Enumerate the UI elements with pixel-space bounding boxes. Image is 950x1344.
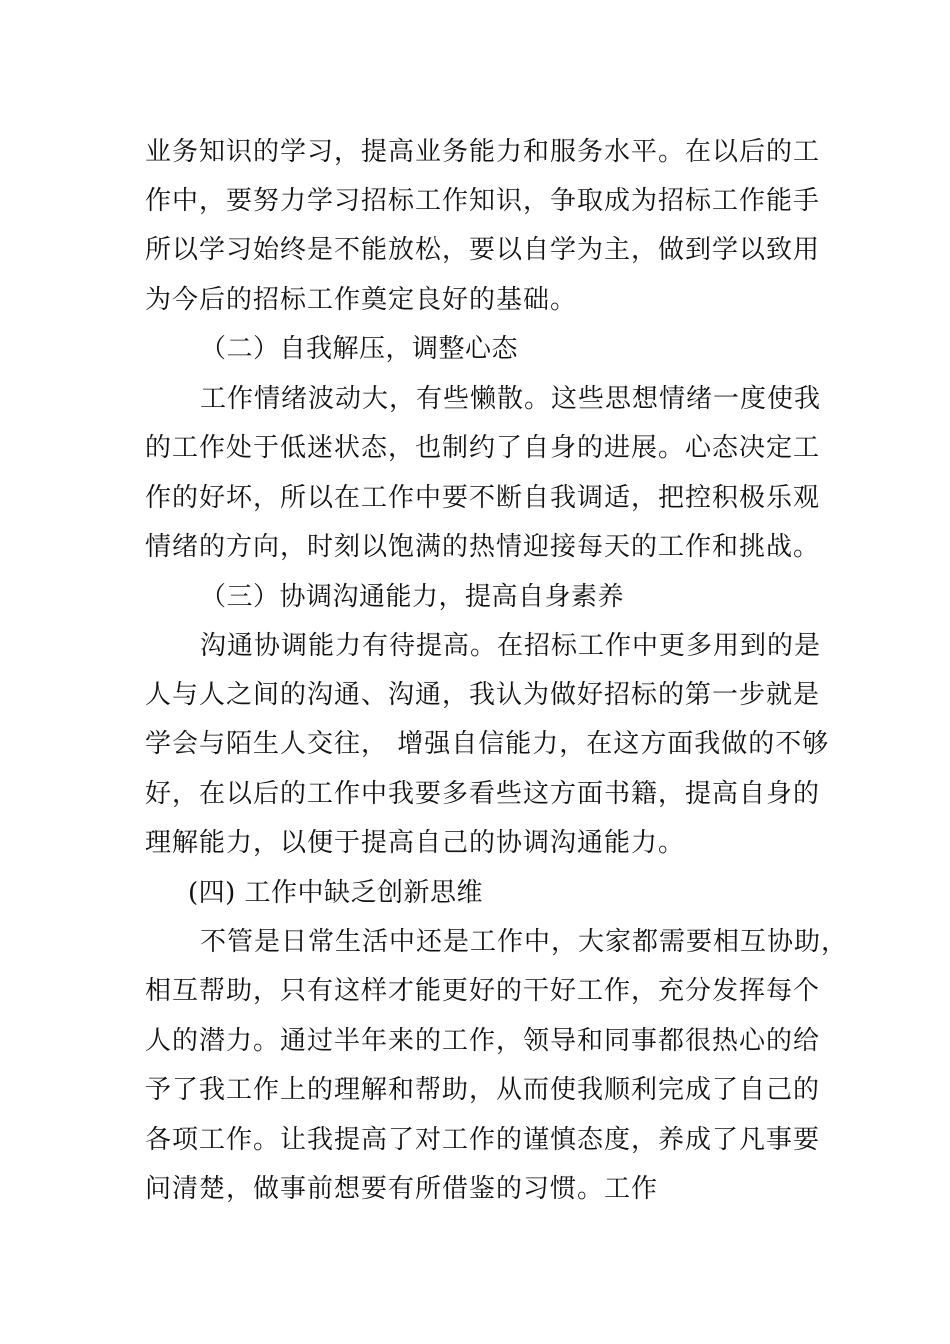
paragraph-line: 作中，要努力学习招标工作知识，争取成为招标工作能手 (145, 186, 821, 216)
paragraph-line: 所以学习始终是不能放松，要以自学为主，做到学以致用 (145, 235, 821, 265)
paragraph-line: 理解能力，以便于提高自己的协调沟通能力。 (145, 828, 686, 858)
paragraph-line: 沟通协调能力有待提高。在招标工作中更多用到的是 (200, 631, 822, 661)
paragraph-line: 不管是日常生活中还是工作中，大家都需要相互协助， (200, 927, 849, 957)
paragraph-line: 予了我工作上的理解和帮助，从而使我顺利完成了自己的 (145, 1075, 821, 1105)
paragraph-line: 人与人之间的沟通、沟通，我认为做好招标的第一步就是 (145, 680, 821, 710)
paragraph-line: 各项工作。让我提高了对工作的谨慎态度，养成了凡事要 (145, 1125, 821, 1155)
section-heading-3: （三）协调沟通能力，提高自身素养 (200, 582, 625, 612)
paragraph-line: 为今后的招标工作奠定良好的基础。 (145, 285, 578, 315)
paragraph-line: 的工作处于低迷状态，也制约了自身的进展。心态决定工 (145, 433, 821, 463)
paragraph-line: 作的好坏，所以在工作中要不断自我调适，把控积极乐观 (145, 483, 821, 513)
paragraph-line: 问清楚，做事前想要有所借鉴的习惯。工作 (145, 1174, 659, 1204)
section-heading-4: (四) 工作中缺乏创新思维 (188, 878, 484, 908)
paragraph-line: 学会与陌生人交往， 增强自信能力，在这方面我做的不够 (145, 729, 830, 759)
paragraph-line: 情绪的方向，时刻以饱满的热情迎接每天的工作和挑战。 (145, 532, 821, 562)
paragraph-line: 好，在以后的工作中我要多看些这方面书籍，提高自身的 (145, 779, 821, 809)
paragraph-line: 人的潜力。通过半年来的工作，领导和同事都很热心的给 (145, 1026, 821, 1056)
section-heading-2: （二）自我解压，调整心态 (200, 334, 519, 364)
paragraph-line: 业务知识的学习，提高业务能力和服务水平。在以后的工 (145, 137, 821, 167)
paragraph-line: 相互帮助，只有这样才能更好的干好工作，充分发挥每个 (145, 976, 821, 1006)
paragraph-line: 工作情绪波动大，有些懒散。这些思想情绪一度使我 (200, 384, 822, 414)
